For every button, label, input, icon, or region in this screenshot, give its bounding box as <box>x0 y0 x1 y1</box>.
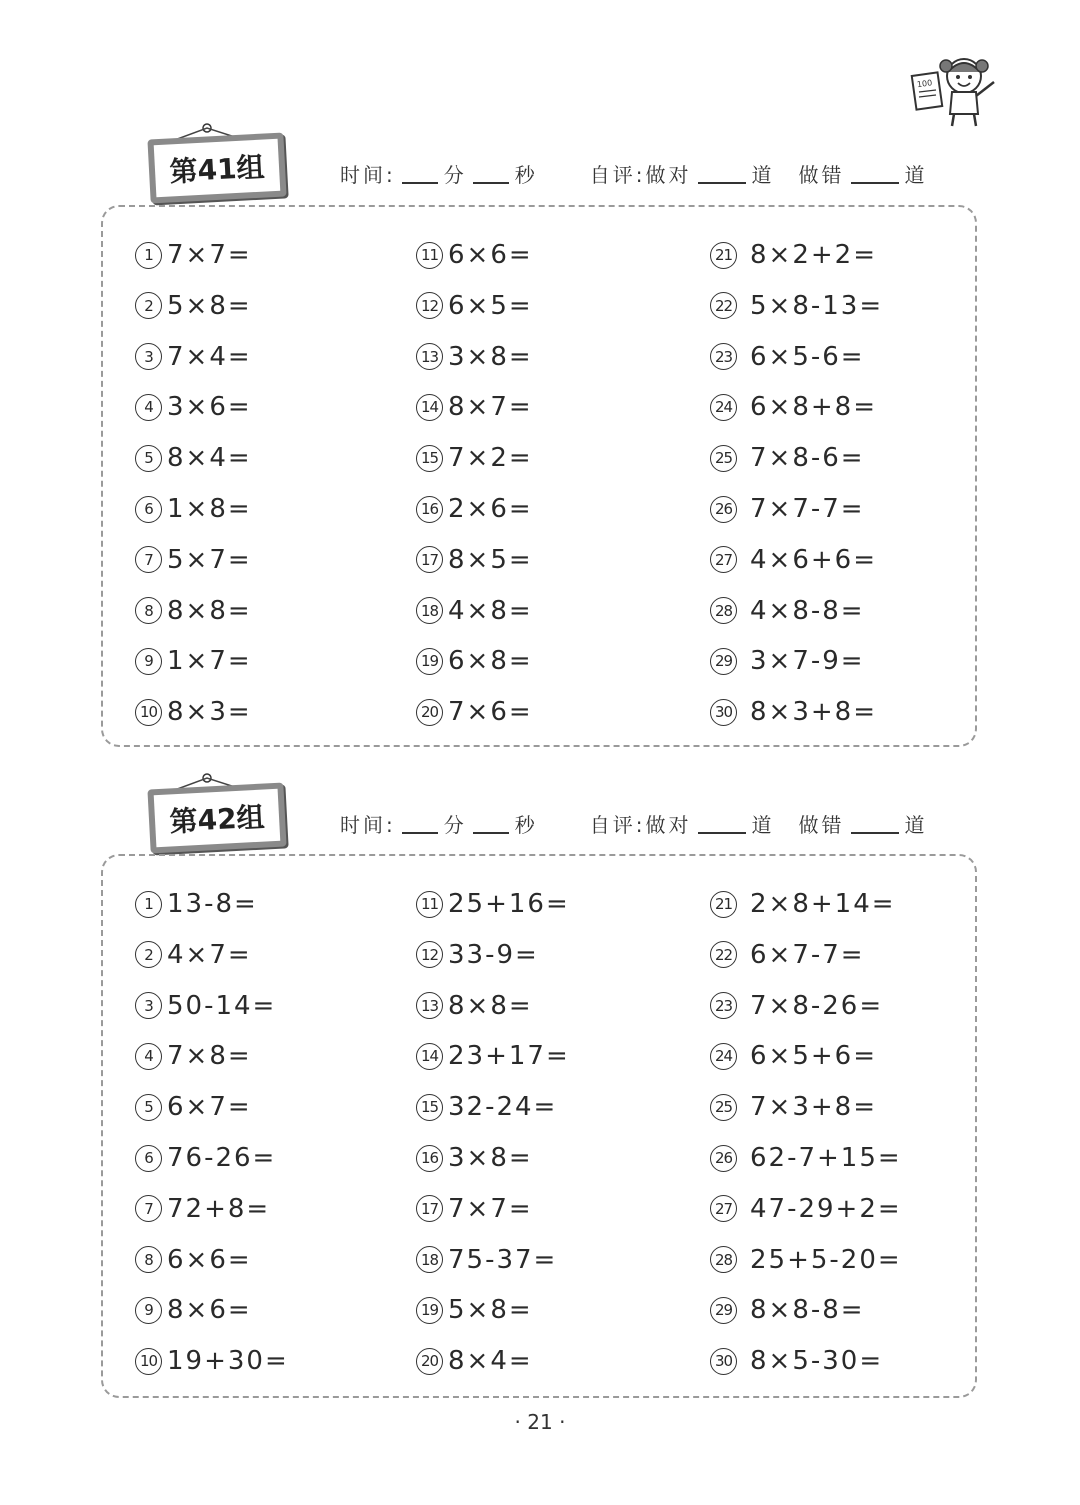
problem-item <box>135 692 252 732</box>
problem-expression: 6×8+8= <box>750 392 877 423</box>
problem-expression: 3×6= <box>167 392 252 423</box>
problem-item <box>135 1341 289 1381</box>
problem-item <box>710 286 883 326</box>
minute-blank[interactable] <box>402 181 438 184</box>
problem-expression: 3×7-9= <box>750 646 865 677</box>
problem-item <box>135 286 252 326</box>
problem-item <box>135 1138 276 1178</box>
problem-expression: 6×7-7= <box>750 939 865 970</box>
problem-number: 11 <box>416 891 443 918</box>
problem-number: 27 <box>710 546 737 573</box>
problem-item <box>710 1290 865 1330</box>
problem-expression: 6×5-6= <box>750 341 865 372</box>
problem-expression: 23+17= <box>448 1041 570 1072</box>
problem-number: 4 <box>135 1043 162 1070</box>
problem-expression: 47-29+2= <box>750 1193 902 1224</box>
problem-item <box>416 540 533 580</box>
problem-expression: 13-8= <box>167 889 258 919</box>
group-header <box>340 158 928 188</box>
problem-item <box>710 692 877 732</box>
second-label: 秒 <box>514 813 538 837</box>
problem-item <box>135 540 252 580</box>
problem-number: 7 <box>135 546 162 573</box>
self-eval-label: 自评:做对 <box>589 163 692 187</box>
problem-number: 28 <box>710 1246 737 1273</box>
problem-expression: 7×7-7= <box>750 494 865 524</box>
minute-label: 分 <box>443 813 467 837</box>
problem-expression: 4×8-8= <box>750 595 865 626</box>
problem-expression: 8×2+2= <box>750 240 877 270</box>
problem-expression: 7×8-6= <box>750 443 865 474</box>
problem-item <box>135 337 252 377</box>
problem-expression: 7×7= <box>448 1193 533 1224</box>
second-blank[interactable] <box>473 831 509 834</box>
problem-item <box>710 540 877 580</box>
problem-number: 2 <box>135 292 162 319</box>
problem-number: 17 <box>416 546 443 573</box>
problem-expression: 8×8-8= <box>750 1295 865 1326</box>
problem-item <box>135 884 258 924</box>
problem-expression: 33-9= <box>448 939 539 970</box>
problem-expression: 4×7= <box>167 939 252 970</box>
problem-expression: 8×3= <box>167 697 252 728</box>
problem-expression: 6×7= <box>167 1092 252 1123</box>
problem-number: 22 <box>710 941 737 968</box>
problem-number: 10 <box>135 1348 162 1375</box>
problem-item <box>710 337 865 377</box>
problem-number: 24 <box>710 394 737 421</box>
problem-item <box>710 1189 902 1229</box>
problem-expression: 1×8= <box>167 494 252 524</box>
problem-item <box>710 935 865 975</box>
problem-number: 14 <box>416 394 443 421</box>
problem-item <box>416 884 570 924</box>
problem-item <box>135 641 252 681</box>
problem-item <box>135 935 252 975</box>
time-label: 时间: <box>340 813 396 837</box>
problem-number: 12 <box>416 941 443 968</box>
problem-number: 16 <box>416 1145 443 1172</box>
problem-expression: 8×4= <box>448 1346 533 1377</box>
problem-expression: 8×8= <box>448 990 533 1021</box>
second-blank[interactable] <box>473 181 509 184</box>
mascot-illustration <box>910 52 1002 130</box>
problem-item <box>135 986 276 1026</box>
problem-expression: 3×8= <box>448 341 533 372</box>
problem-number: 10 <box>135 699 162 726</box>
problem-expression: 72+8= <box>167 1193 271 1224</box>
problem-number: 6 <box>135 496 162 523</box>
problem-number: 22 <box>710 292 737 319</box>
problem-number: 19 <box>416 648 443 675</box>
minute-blank[interactable] <box>402 831 438 834</box>
problem-expression: 25+16= <box>448 889 570 919</box>
problem-expression: 2×6= <box>448 494 533 524</box>
wrong-count-blank[interactable] <box>851 181 899 184</box>
problem-item <box>416 489 533 529</box>
problem-item <box>416 387 533 427</box>
problem-expression: 8×8= <box>167 595 252 626</box>
problem-number: 30 <box>710 699 737 726</box>
problem-item <box>710 1240 902 1280</box>
problem-expression: 50-14= <box>167 990 277 1021</box>
problem-item <box>135 1189 270 1229</box>
problem-expression: 25+5-20= <box>750 1244 902 1275</box>
problem-expression: 8×5= <box>448 544 533 575</box>
problem-number: 2 <box>135 941 162 968</box>
problem-number: 5 <box>135 445 162 472</box>
problem-expression: 7×2= <box>448 443 533 474</box>
problem-number: 13 <box>416 343 443 370</box>
problem-number: 4 <box>135 394 162 421</box>
problem-expression: 2×8+14= <box>750 889 896 919</box>
wrong-label: 做错 <box>798 163 845 187</box>
problem-number: 3 <box>135 992 162 1019</box>
second-label: 秒 <box>514 163 538 187</box>
problem-item <box>710 489 865 529</box>
group-title: 第41组 <box>154 139 281 197</box>
problem-item <box>710 387 877 427</box>
correct-count-blank[interactable] <box>698 181 746 184</box>
problem-item <box>416 1189 533 1229</box>
minute-label: 分 <box>443 163 467 187</box>
problem-item <box>416 1290 533 1330</box>
problem-number: 23 <box>710 343 737 370</box>
problem-expression: 19+30= <box>167 1346 289 1377</box>
problem-expression: 5×8-13= <box>750 290 884 321</box>
problem-expression: 5×8= <box>448 1295 533 1326</box>
wrong-count-blank[interactable] <box>851 831 899 834</box>
problem-expression: 7×3+8= <box>750 1092 877 1123</box>
problem-number: 29 <box>710 1297 737 1324</box>
problem-number: 15 <box>416 445 443 472</box>
problem-expression: 8×4= <box>167 443 252 474</box>
problem-number: 26 <box>710 1145 737 1172</box>
problem-number: 24 <box>710 1043 737 1070</box>
problem-item <box>710 235 877 275</box>
problem-number: 18 <box>416 1246 443 1273</box>
problem-expression: 8×6= <box>167 1295 252 1326</box>
problem-panel <box>101 205 977 747</box>
problem-number: 25 <box>710 1094 737 1121</box>
problem-expression: 7×7= <box>167 240 252 270</box>
title-frame <box>147 132 286 203</box>
problem-item <box>135 235 252 275</box>
problem-item <box>416 986 533 1026</box>
problem-number: 14 <box>416 1043 443 1070</box>
problem-number: 23 <box>710 992 737 1019</box>
problem-number: 17 <box>416 1195 443 1222</box>
problem-number: 1 <box>135 242 162 269</box>
problem-item <box>416 1036 570 1076</box>
problem-expression: 76-26= <box>167 1143 277 1173</box>
problem-panel <box>101 854 977 1398</box>
problem-expression: 7×8-26= <box>750 990 884 1021</box>
problem-number: 9 <box>135 648 162 675</box>
time-label: 时间: <box>340 163 396 187</box>
problem-expression: 75-37= <box>448 1244 558 1275</box>
problem-item <box>135 387 252 427</box>
problem-item <box>416 641 533 681</box>
problem-item <box>710 1341 883 1381</box>
problem-item <box>416 1087 557 1127</box>
problem-number: 15 <box>416 1094 443 1121</box>
problem-expression: 62-7+15= <box>750 1143 902 1173</box>
problem-expression: 1×7= <box>167 646 252 677</box>
problem-number: 26 <box>710 496 737 523</box>
problem-item <box>416 1240 557 1280</box>
problem-number: 25 <box>710 445 737 472</box>
problem-expression: 4×6+6= <box>750 544 877 575</box>
problem-number: 12 <box>416 292 443 319</box>
problem-item <box>710 641 865 681</box>
dao-label: 道 <box>751 813 775 837</box>
problem-item <box>710 1138 902 1178</box>
problem-number: 11 <box>416 242 443 269</box>
wrong-label: 做错 <box>798 813 845 837</box>
problem-item <box>710 986 883 1026</box>
problem-number: 29 <box>710 648 737 675</box>
problem-item <box>416 692 533 732</box>
problem-expression: 32-24= <box>448 1092 558 1123</box>
problem-number: 16 <box>416 496 443 523</box>
problem-item <box>416 438 533 478</box>
problem-number: 7 <box>135 1195 162 1222</box>
problem-expression: 7×4= <box>167 341 252 372</box>
problem-item <box>135 489 252 529</box>
problem-number: 8 <box>135 1246 162 1273</box>
problem-item <box>710 438 865 478</box>
problem-number: 28 <box>710 597 737 624</box>
group-header <box>340 808 928 838</box>
problem-item <box>135 1290 252 1330</box>
problem-expression: 5×7= <box>167 544 252 575</box>
problem-item <box>135 438 252 478</box>
problem-number: 21 <box>710 242 737 269</box>
problem-expression: 6×6= <box>448 240 533 270</box>
problem-item <box>416 1341 533 1381</box>
problem-item <box>416 337 533 377</box>
group-title: 第42组 <box>154 789 281 847</box>
dao-label: 道 <box>904 813 928 837</box>
problem-item <box>710 1087 877 1127</box>
problem-number: 20 <box>416 699 443 726</box>
problem-item <box>416 286 533 326</box>
problem-item <box>416 1138 533 1178</box>
title-frame <box>147 782 286 853</box>
problem-number: 6 <box>135 1145 162 1172</box>
self-eval-label: 自评:做对 <box>589 813 692 837</box>
problem-expression: 5×8= <box>167 290 252 321</box>
problem-number: 21 <box>710 891 737 918</box>
problem-number: 27 <box>710 1195 737 1222</box>
problem-expression: 6×5+6= <box>750 1041 877 1072</box>
problem-number: 9 <box>135 1297 162 1324</box>
problem-item <box>135 1036 252 1076</box>
problem-expression: 3×8= <box>448 1143 533 1173</box>
problem-expression: 8×3+8= <box>750 697 877 728</box>
problem-expression: 6×6= <box>167 1244 252 1275</box>
page-number: · 21 · <box>514 1410 566 1434</box>
problem-number: 8 <box>135 597 162 624</box>
problem-expression: 7×6= <box>448 697 533 728</box>
problem-number: 19 <box>416 1297 443 1324</box>
problem-expression: 8×5-30= <box>750 1346 884 1377</box>
problem-item <box>135 591 252 631</box>
problem-item <box>416 235 533 275</box>
dao-label: 道 <box>751 163 775 187</box>
problem-item <box>135 1240 252 1280</box>
problem-number: 5 <box>135 1094 162 1121</box>
problem-item <box>135 1087 252 1127</box>
problem-item <box>416 935 539 975</box>
problem-item <box>710 1036 877 1076</box>
problem-expression: 7×8= <box>167 1041 252 1072</box>
problem-number: 13 <box>416 992 443 1019</box>
problem-number: 30 <box>710 1348 737 1375</box>
problem-expression: 4×8= <box>448 595 533 626</box>
problem-number: 1 <box>135 891 162 918</box>
problem-expression: 6×8= <box>448 646 533 677</box>
correct-count-blank[interactable] <box>698 831 746 834</box>
problem-number: 18 <box>416 597 443 624</box>
problem-expression: 8×7= <box>448 392 533 423</box>
problem-expression: 6×5= <box>448 290 533 321</box>
dao-label: 道 <box>904 163 928 187</box>
problem-item <box>416 591 533 631</box>
problem-number: 3 <box>135 343 162 370</box>
mascot-badge-text: 100 <box>916 78 933 90</box>
problem-item <box>710 884 896 924</box>
problem-number: 20 <box>416 1348 443 1375</box>
problem-item <box>710 591 865 631</box>
